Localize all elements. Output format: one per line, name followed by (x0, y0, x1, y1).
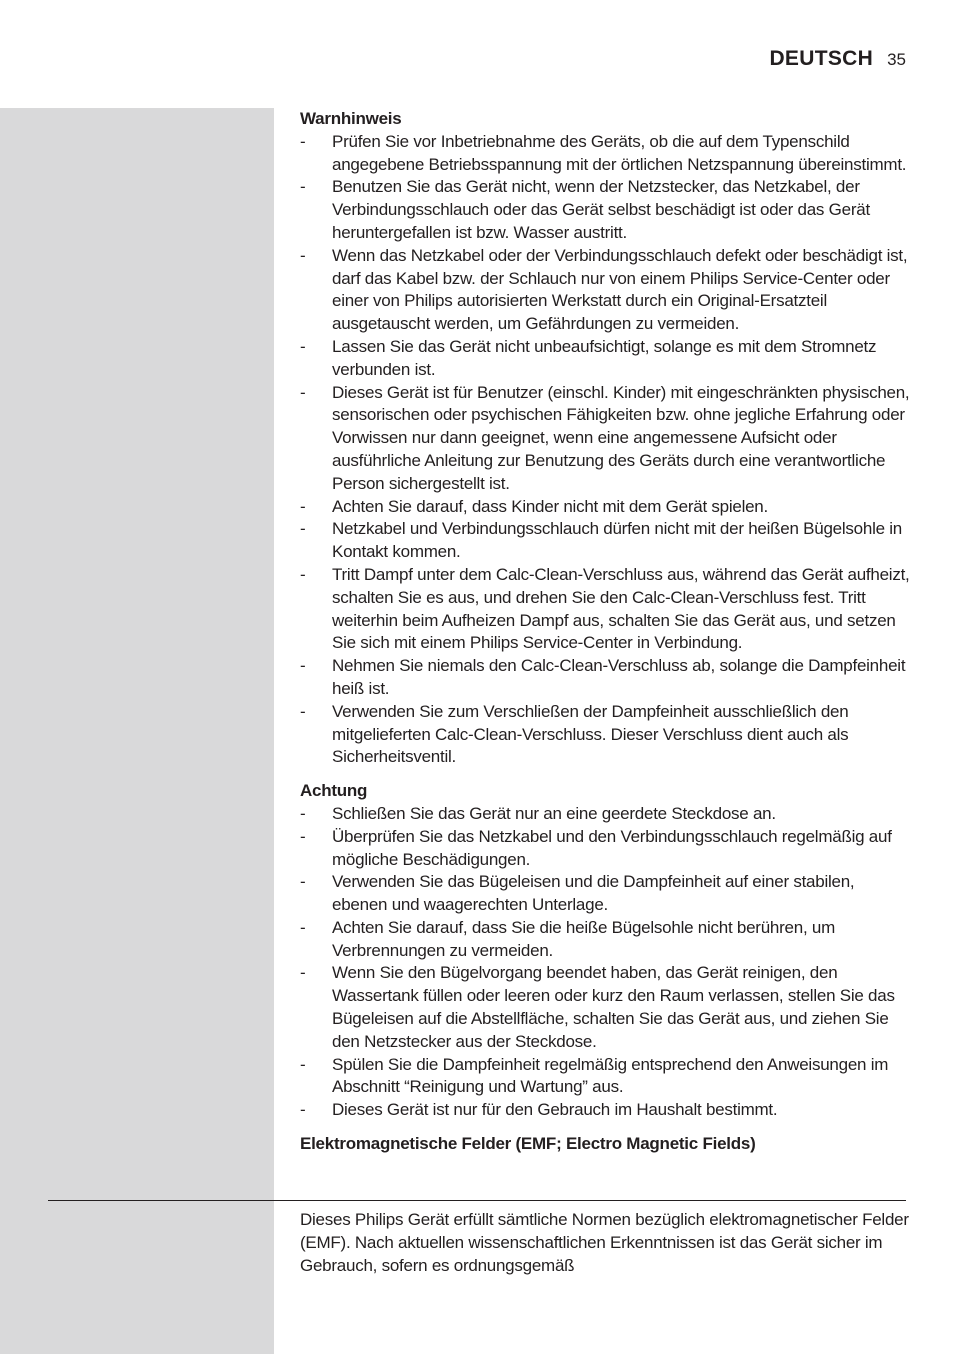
bullet-dash: - (300, 131, 306, 151)
bullet-dash: - (300, 382, 306, 402)
bullet-dash: - (300, 336, 306, 356)
achtung-heading: Achtung (300, 781, 368, 801)
list-item-text: Dieses Gerät ist für Benutzer (einschl. Kinder) mit eingeschränkten physischen, sensorischen oder psychischen Fähigkeiten bzw. ohne jegliche Erfahrung oder Vorwissen nur dann geeignet, wenn eine angemessene Aufsicht oder ausführliche Anleitung zur Benutzung des Geräts durch eine verantwortliche Person sichergestellt ist. (332, 382, 910, 493)
bullet-dash: - (300, 177, 306, 197)
list-item (300, 655, 912, 701)
list-item (300, 701, 912, 769)
bullet-dash: - (300, 872, 306, 892)
list-item-text: Spülen Sie die Dampfeinheit regelmäßig entsprechend den Anweisungen im Abschnitt “Reinigung und Wartung” aus. (332, 1054, 889, 1097)
list-item-text: Nehmen Sie niemals den Calc-Clean-Verschluss ab, solange die Dampfeinheit heiß ist. (332, 656, 906, 698)
emf-paragraph: Dieses Philips Gerät erfüllt sämtliche Normen bezüglich elektromagnetischer Felder (EMF). Nach aktuellen wissenschaftlichen Erkenntnissen ist das Gerät sicher im Gebrauch, sofern es ordnungsgemäß (300, 1210, 909, 1275)
emf-heading: Elektromagnetische Felder (EMF; Electro Magnetic Fields) (300, 1134, 756, 1154)
warnhinweis-list (300, 131, 912, 769)
list-item (300, 131, 912, 177)
bullet-dash: - (300, 564, 306, 584)
list-item-text: Wenn Sie den Bügelvorgang beendet haben, das Gerät reinigen, den Wassertank füllen oder leeren oder kurz den Raum verlassen, stellen Sie das Bügeleisen auf die Abstellfläche, schalten Sie das Gerät aus, und ziehen Sie den Netzstecker aus der Steckdose. (332, 963, 895, 1051)
list-item (300, 917, 912, 963)
list-item (300, 564, 912, 655)
bullet-dash: - (300, 803, 306, 823)
list-item (300, 871, 912, 917)
list-item-text: Lassen Sie das Gerät nicht unbeaufsichtigt, solange es mit dem Stromnetz verbunden ist. (332, 336, 877, 379)
list-item (300, 1054, 912, 1100)
bullet-dash: - (300, 656, 306, 676)
list-item (300, 176, 912, 244)
list-item-text: Dieses Gerät ist nur für den Gebrauch im Haushalt bestimmt. (332, 1100, 778, 1120)
bullet-dash: - (300, 1100, 306, 1120)
bullet-dash: - (300, 701, 306, 721)
list-item (300, 336, 912, 382)
list-item-text: Achten Sie darauf, dass Kinder nicht mit dem Gerät spielen. (332, 496, 768, 516)
list-item-text: Schließen Sie das Gerät nur an eine geerdete Steckdose an. (332, 803, 776, 823)
language-label: DEUTSCH (769, 47, 874, 70)
list-item-text: Wenn das Netzkabel oder der Verbindungsschlauch defekt oder beschädigt ist, darf das Kabel bzw. der Schlauch nur von einem Philips Service-Center oder einer von Philips autorisierten Werkstatt durch ein Original-Ersatzteil ausgetauscht werden, um Gefährdungen zu vermeiden. (332, 245, 908, 334)
main-content (300, 108, 912, 1156)
bullet-dash: - (300, 245, 306, 265)
list-item (300, 1099, 912, 1122)
list-item-text: Überprüfen Sie das Netzkabel und den Verbindungsschlauch regelmäßig auf mögliche Beschädigungen. (332, 826, 892, 869)
list-item-text: Prüfen Sie vor Inbetriebnahme des Geräts, ob die auf dem Typenschild angegebene Betriebsspannung mit der örtlichen Netzspannung übereinstimmt. (332, 131, 907, 174)
list-item-text: Tritt Dampf unter dem Calc-Clean-Verschluss aus, während das Gerät aufheizt, schalten Sie es aus, und drehen Sie den Calc-Clean-Verschluss fest. Tritt weiterhin beim Aufheizen Dampf aus, schalten Sie das Gerät aus, und setzen Sie sich mit einem Philips Service-Center in Verbindung. (332, 564, 910, 653)
section-divider (48, 1200, 906, 1201)
bullet-dash: - (300, 519, 306, 539)
bullet-dash: - (300, 826, 306, 846)
list-item-text: Verwenden Sie das Bügeleisen und die Dampfeinheit auf einer stabilen, ebenen und waagerechten Unterlage. (332, 872, 855, 915)
list-item (300, 803, 912, 826)
list-item (300, 245, 912, 336)
gray-sidebar-panel (0, 108, 274, 1354)
list-item (300, 826, 912, 872)
list-item-text: Achten Sie darauf, dass Sie die heiße Bügelsohle nicht berühren, um Verbrennungen zu vermeiden. (332, 917, 836, 960)
list-item (300, 496, 912, 519)
bullet-dash: - (300, 917, 306, 937)
achtung-list (300, 803, 912, 1122)
bullet-dash: - (300, 963, 306, 983)
page-header (769, 47, 906, 71)
list-item (300, 382, 912, 496)
list-item-text: Benutzen Sie das Gerät nicht, wenn der Netzstecker, das Netzkabel, der Verbindungsschlauch oder das Gerät selbst beschädigt ist oder das Gerät heruntergefallen ist bzw. Wasser austritt. (332, 177, 870, 242)
page-number: 35 (887, 50, 906, 69)
section-spacer (300, 769, 912, 780)
warnhinweis-heading: Warnhinweis (300, 109, 402, 128)
bullet-dash: - (300, 1054, 306, 1074)
list-item (300, 962, 912, 1053)
list-item-text: Verwenden Sie zum Verschließen der Dampfeinheit ausschließlich den mitgelieferten Calc-Clean-Verschluss. Dieser Verschluss dient auch als Sicherheitsventil. (332, 701, 849, 767)
list-item (300, 518, 912, 564)
bullet-dash: - (300, 496, 306, 516)
list-item-text: Netzkabel und Verbindungsschlauch dürfen nicht mit der heißen Bügelsohle in Kontakt kommen. (332, 519, 903, 562)
